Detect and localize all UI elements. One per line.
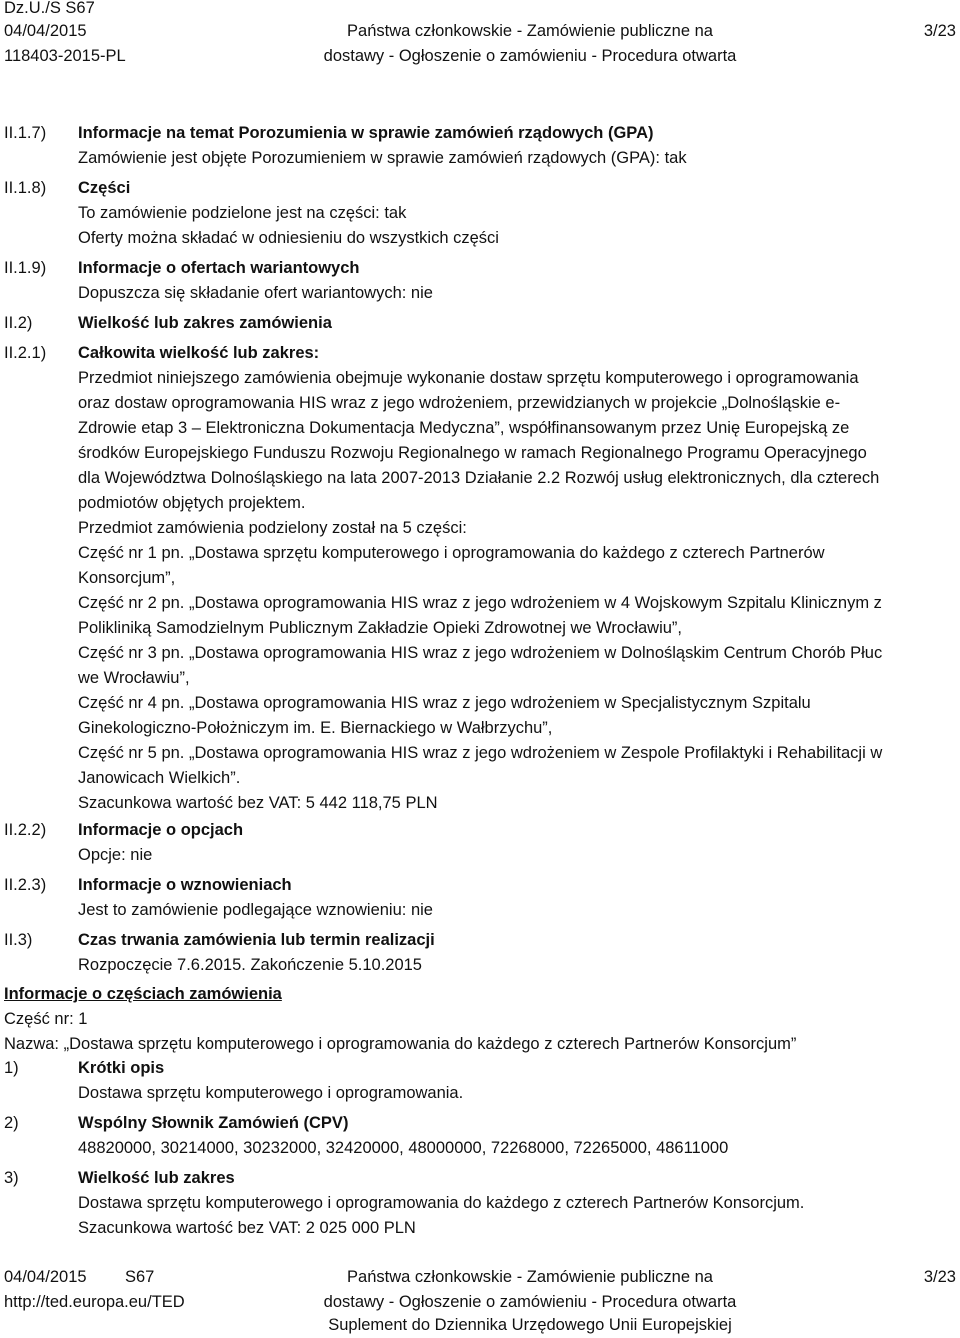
section-number: II.2.3) [4, 876, 47, 894]
text-line: Janowicach Wielkich”. [78, 769, 241, 787]
section-number: II.1.8) [4, 179, 47, 197]
section-text-options: Opcje: nie [78, 846, 153, 864]
text-line: Przedmiot niniejszego zamówienia obejmuje wykonanie dostaw sprzętu komputerowego i oprogramowania [78, 369, 859, 387]
section-number: II.1.7) [4, 124, 47, 142]
text-line: podmiotów objętych projektem. [78, 494, 306, 512]
section-heading-lots: Części [78, 179, 131, 197]
text-line: Część nr 3 pn. „Dostawa oprogramowania HIS wraz z jego wdrożeniem w Dolnośląskim Centrum Chorób Płuc [78, 644, 883, 662]
lot-item-text: Dostawa sprzętu komputerowego i oprogramowania. [78, 1084, 464, 1102]
lot-number: Część nr: 1 [4, 1010, 88, 1028]
header-page-number: 3/23 [923, 22, 956, 40]
lot-name: Nazwa: „Dostawa sprzętu komputerowego i oprogramowania do każdego z czterech Partnerów Konsorcjum” [4, 1035, 797, 1053]
header-date: 04/04/2015 [4, 22, 87, 40]
footer-title-line1: Państwa członkowskie - Zamówienie publiczne na [347, 1268, 713, 1286]
text-line: Konsorcjum”, [78, 569, 176, 587]
section-number: II.2.2) [4, 821, 47, 839]
header-title-line1: Państwa członkowskie - Zamówienie publiczne na [347, 22, 713, 40]
section-heading-variants: Informacje o ofertach wariantowych [78, 259, 360, 277]
section-text-gpa: Zamówienie jest objęte Porozumieniem w sprawie zamówień rządowych (GPA): tak [78, 149, 687, 167]
text-line: dla Województwa Dolnośląskiego na lata 2007-2013 Działanie 2.2 Rozwój usług elektronicznych, dla czterech [78, 469, 880, 487]
footer-journal-code: S67 [125, 1268, 155, 1286]
lot-item-text: Szacunkowa wartość bez VAT: 2 025 000 PLN [78, 1219, 416, 1237]
section-text-duration: Rozpoczęcie 7.6.2015. Zakończenie 5.10.2015 [78, 956, 422, 974]
text-line: Część nr 1 pn. „Dostawa sprzętu komputerowego i oprogramowania do każdego z czterech Partnerów [78, 544, 825, 562]
section-text-lots-1: To zamówienie podzielone jest na części: tak [78, 204, 407, 222]
lot-item-heading-cpv: Wspólny Słownik Zamówień (CPV) [78, 1114, 349, 1132]
text-line: we Wrocławiu”, [78, 669, 190, 687]
section-text-lots-2: Oferty można składać w odniesieniu do wszystkich części [78, 229, 499, 247]
footer-url[interactable]: http://ted.europa.eu/TED [4, 1293, 185, 1311]
text-line: Część nr 2 pn. „Dostawa oprogramowania HIS wraz z jego wdrożeniem w 4 Wojskowym Szpitalu Klinicznym z [78, 594, 882, 612]
lot-item-text: Dostawa sprzętu komputerowego i oprogramowania do każdego z czterech Partnerów Konsorcjum. [78, 1194, 805, 1212]
text-line: Ginekologiczno-Położniczym im. E. Biernackiego w Wałbrzychu”, [78, 719, 553, 737]
lot-item-heading-description: Krótki opis [78, 1059, 165, 1077]
footer-title-line3: Suplement do Dziennika Urzędowego Unii Europejskiej [328, 1316, 732, 1334]
journal-reference: Dz.U./S S67 [4, 0, 95, 17]
lot-item-cpv-codes: 48820000, 30214000, 30232000, 32420000, 48000000, 72268000, 72265000, 48611000 [78, 1139, 729, 1157]
section-number: II.2.1) [4, 344, 47, 362]
lots-heading: Informacje o częściach zamówienia [4, 985, 282, 1003]
lot-item-heading-scope: Wielkość lub zakres [78, 1169, 235, 1187]
section-text-variants: Dopuszcza się składanie ofert wariantowych: nie [78, 284, 433, 302]
text-line: oraz dostaw oprogramowania HIS wraz z jego wdrożeniem, przewidzianych w projekcie „Dolnośląskie e- [78, 394, 841, 412]
text-line: Szacunkowa wartość bez VAT: 5 442 118,75 PLN [78, 794, 438, 812]
section-number: II.2) [4, 314, 33, 332]
lot-item-number: 1) [4, 1059, 19, 1077]
section-heading-options: Informacje o opcjach [78, 821, 244, 839]
section-heading-total-scope: Całkowita wielkość lub zakres: [78, 344, 320, 362]
lot-item-number: 3) [4, 1169, 19, 1187]
section-number: II.1.9) [4, 259, 47, 277]
text-line: Polikliniką Samodzielnym Publicznym Zakładzie Opieki Zdrowotnej we Wrocławiu”, [78, 619, 682, 637]
text-line: Część nr 5 pn. „Dostawa oprogramowania HIS wraz z jego wdrożeniem w Zespole Profilaktyki i Rehabilitacji w [78, 744, 883, 762]
header-title-line2: dostawy - Ogłoszenie o zamówieniu - Procedura otwarta [323, 47, 737, 65]
section-heading-gpa: Informacje na temat Porozumienia w sprawie zamówień rządowych (GPA) [78, 124, 654, 142]
text-line: Przedmiot zamówienia podzielony został na 5 części: [78, 519, 467, 537]
section-number: II.3) [4, 931, 33, 949]
section-text-renewals: Jest to zamówienie podlegające wznowieniu: nie [78, 901, 433, 919]
section-heading-duration: Czas trwania zamówienia lub termin realizacji [78, 931, 435, 949]
text-line: środków Europejskiego Funduszu Rozwoju Regionalnego w ramach Regionalnego Programu Operacyjnego [78, 444, 867, 462]
total-scope-text [78, 366, 944, 816]
lot-item-number: 2) [4, 1114, 19, 1132]
text-line: Zdrowie etap 3 – Elektroniczna Dokumentacja Medyczna”, współfinansowanym przez Unię Europejską ze [78, 419, 850, 437]
section-heading-scope: Wielkość lub zakres zamówienia [78, 314, 332, 332]
footer-title-line2: dostawy - Ogłoszenie o zamówieniu - Procedura otwarta [323, 1293, 737, 1311]
notice-id: 118403-2015-PL [4, 47, 126, 65]
footer-page-number: 3/23 [923, 1268, 956, 1286]
text-line: Część nr 4 pn. „Dostawa oprogramowania HIS wraz z jego wdrożeniem w Specjalistycznym Szpitalu [78, 694, 811, 712]
footer-date: 04/04/2015 [4, 1268, 87, 1286]
section-heading-renewals: Informacje o wznowieniach [78, 876, 292, 894]
